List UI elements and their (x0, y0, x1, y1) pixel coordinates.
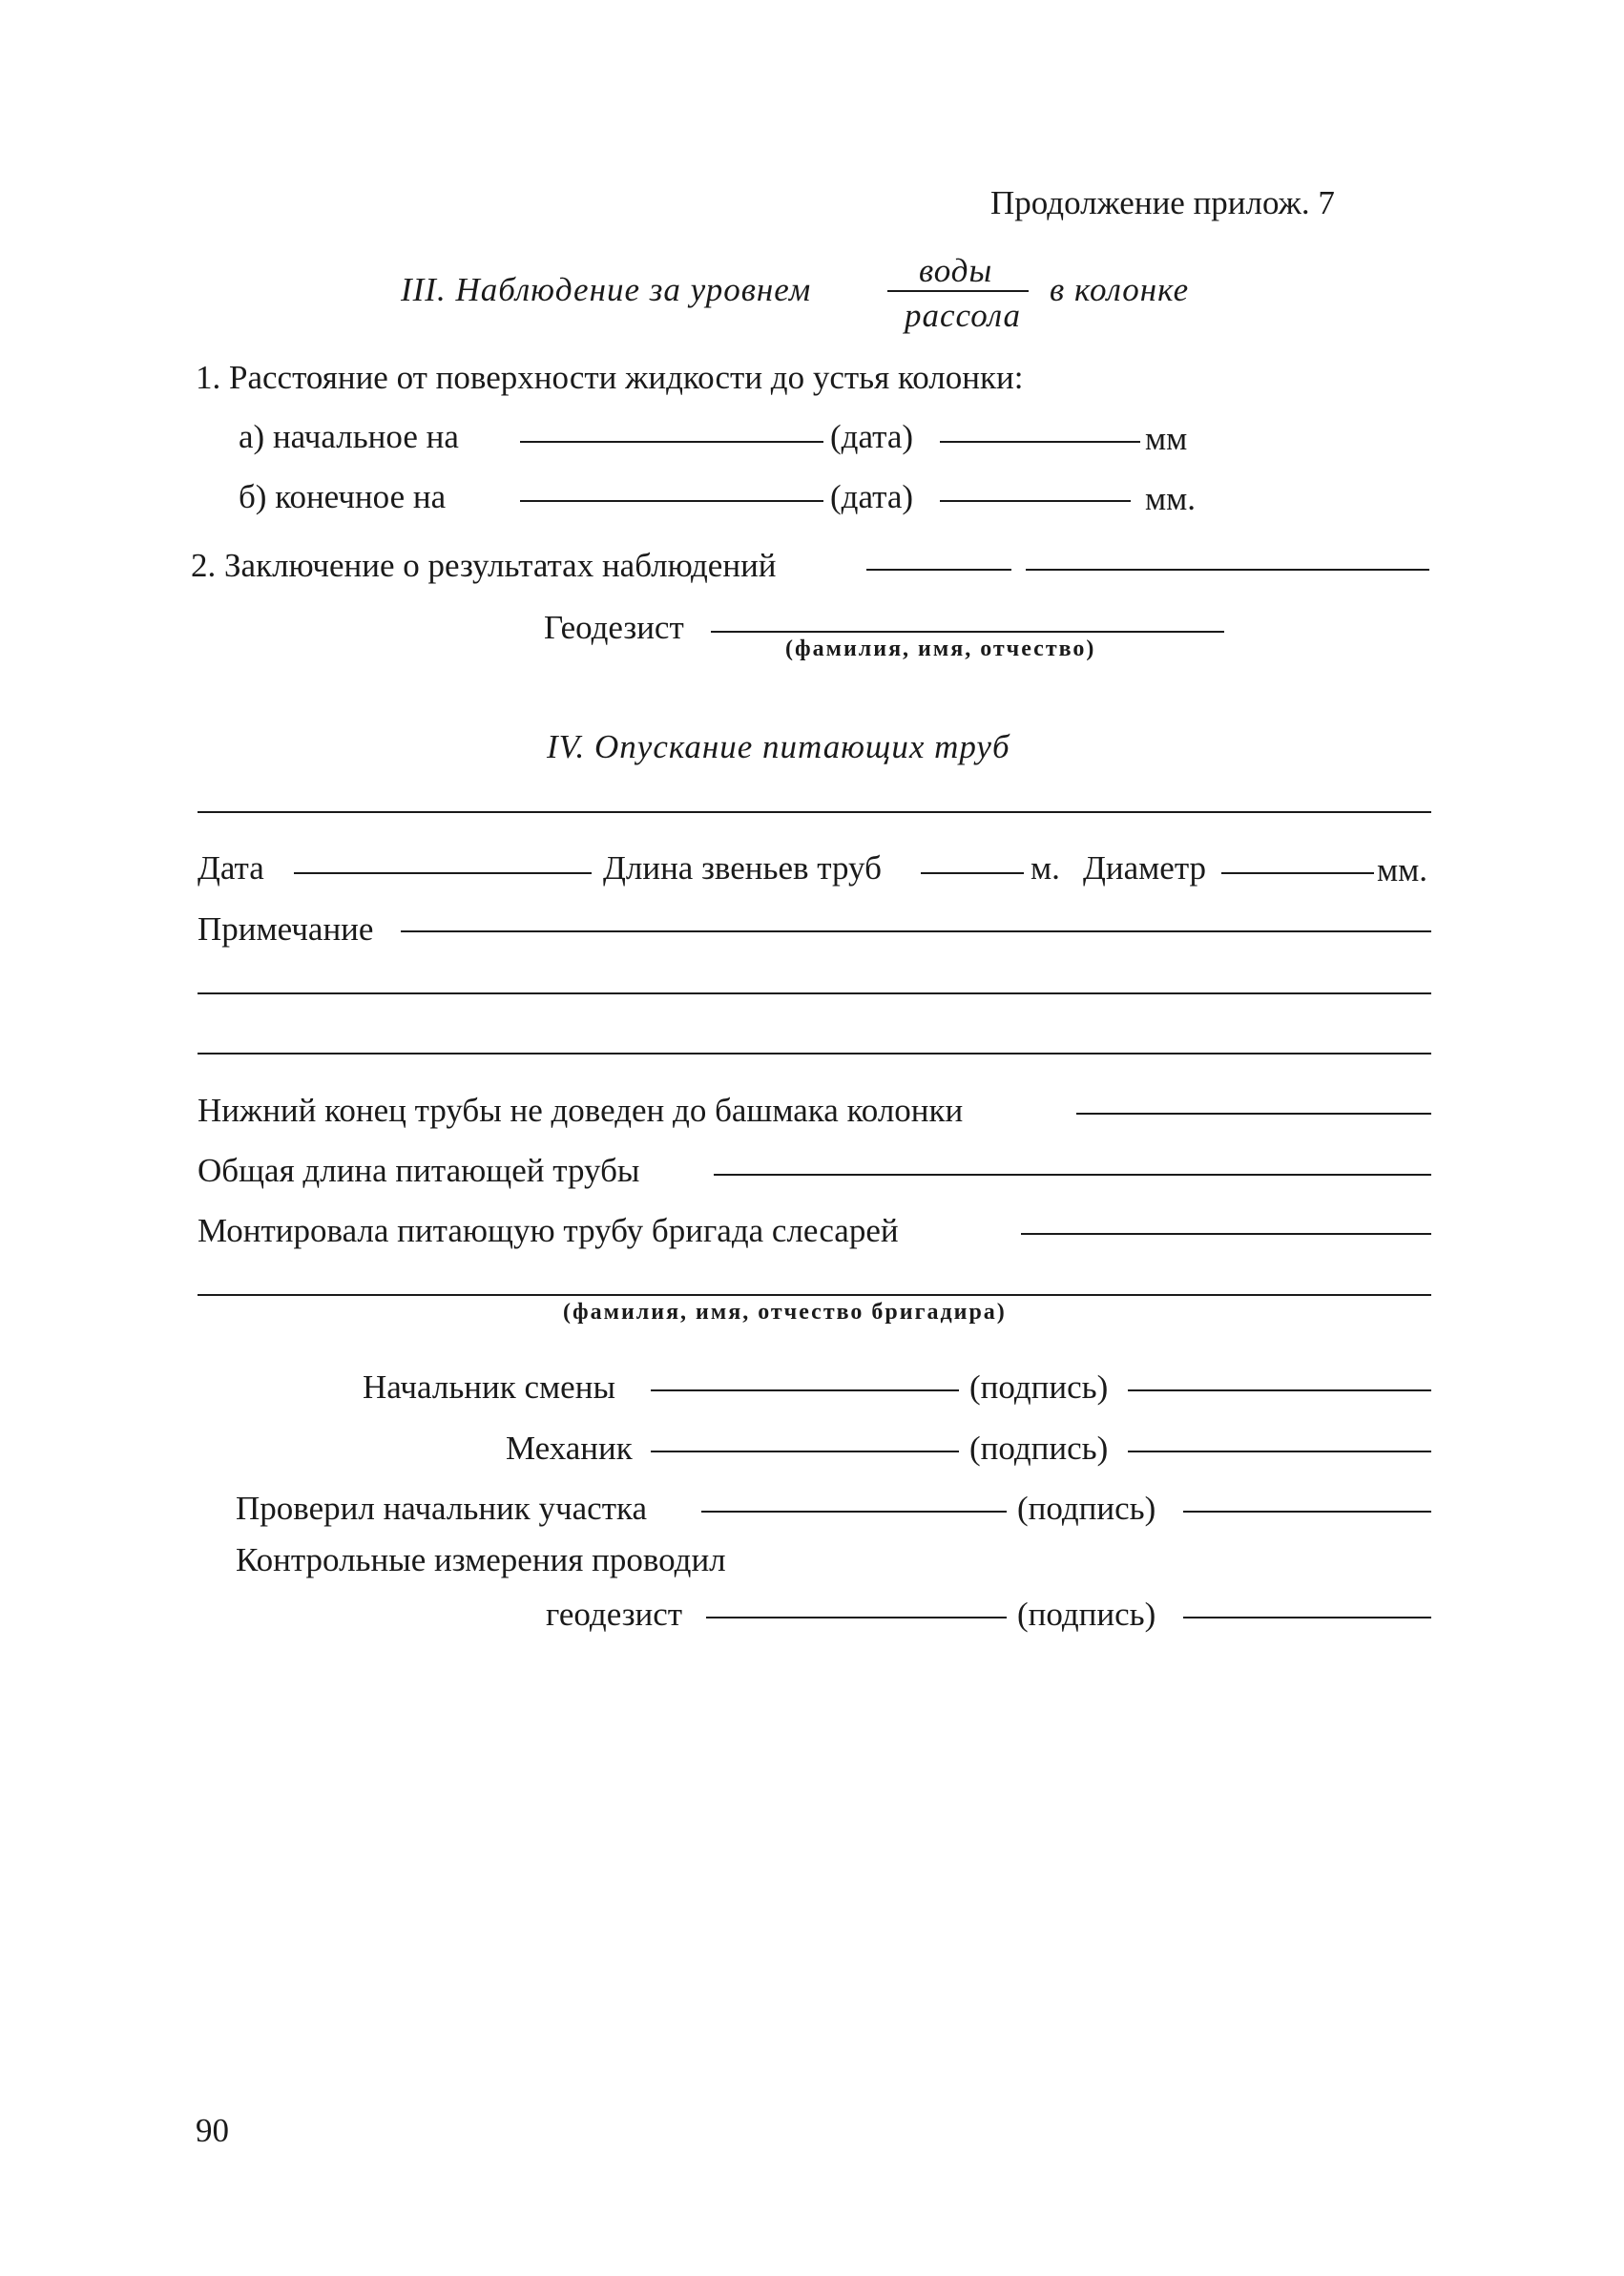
control-geodesist-field[interactable] (706, 1617, 1007, 1618)
shift-chief-signature-field[interactable] (1128, 1389, 1431, 1391)
mechanic-label: Механик (506, 1430, 633, 1467)
note-field-3[interactable] (198, 1053, 1431, 1054)
section3-title-main: III. Наблюдение за уровнем (401, 271, 812, 308)
checked-by-field[interactable] (701, 1511, 1007, 1513)
fraction-denominator: рассола (905, 297, 1022, 334)
total-length-label: Общая длина питающей трубы (198, 1152, 640, 1189)
item2-field-a[interactable] (866, 569, 1011, 571)
link-length-unit: м. (1031, 849, 1060, 887)
checked-by-signature-field[interactable] (1183, 1511, 1431, 1513)
item1a-date-caption: (дата) (830, 418, 914, 455)
diameter-field[interactable] (1221, 872, 1374, 874)
control-signature-field[interactable] (1183, 1617, 1431, 1618)
note-field-2[interactable] (198, 992, 1431, 994)
fraction-bar (887, 290, 1029, 292)
section4-title: IV. Опускание питающих труб (547, 728, 1010, 765)
item1-text: 1. Расстояние от поверхности жидкости до устья колонки: (196, 359, 1024, 396)
control-line1: Контрольные измерения проводил (236, 1541, 726, 1578)
section4-top-rule (198, 811, 1431, 813)
note-label: Примечание (198, 910, 374, 948)
fio-caption: (фамилия, имя, отчество) (785, 637, 1096, 661)
geodesist-field[interactable] (711, 631, 1224, 633)
item1a-value-field[interactable] (940, 441, 1140, 443)
page-number: 90 (196, 2112, 229, 2149)
mechanic-signature-caption: (подпись) (969, 1430, 1109, 1467)
geodesist-label: Геодезист (544, 609, 684, 646)
continuation-note: Продолжение прилож. 7 (990, 184, 1335, 221)
mechanic-field[interactable] (651, 1451, 959, 1452)
item1a-label: а) начальное на (239, 418, 459, 455)
shift-chief-field[interactable] (651, 1389, 959, 1391)
mounted-by-field[interactable] (1021, 1233, 1431, 1235)
control-geodesist-label: геодезист (546, 1596, 683, 1633)
section3-title-end: в колонке (1050, 271, 1190, 308)
checked-by-signature-caption: (подпись) (1017, 1490, 1156, 1527)
item1b-label: б) конечное на (239, 478, 447, 515)
mechanic-signature-field[interactable] (1128, 1451, 1431, 1452)
control-signature-caption: (подпись) (1017, 1596, 1156, 1633)
item2-field-b[interactable] (1026, 569, 1429, 571)
note-field-1[interactable] (401, 930, 1431, 932)
item1b-date-field[interactable] (520, 500, 823, 502)
item2-text: 2. Заключение о результатах наблюдений (191, 547, 777, 584)
diameter-unit: мм. (1377, 851, 1428, 888)
foreman-field[interactable] (198, 1294, 1431, 1296)
shift-chief-signature-caption: (подпись) (969, 1368, 1109, 1406)
link-length-field[interactable] (921, 872, 1024, 874)
shift-chief-label: Начальник смены (363, 1368, 615, 1406)
date-field[interactable] (294, 872, 592, 874)
checked-by-label: Проверил начальник участка (236, 1490, 648, 1527)
item1b-value-field[interactable] (940, 500, 1131, 502)
lower-end-label: Нижний конец трубы не доведен до башмака колонки (198, 1092, 964, 1129)
item1a-date-field[interactable] (520, 441, 823, 443)
diameter-label: Диаметр (1083, 849, 1207, 887)
lower-end-field[interactable] (1076, 1113, 1431, 1115)
item1b-date-caption: (дата) (830, 478, 914, 515)
item1b-unit: мм. (1145, 480, 1197, 517)
total-length-field[interactable] (714, 1174, 1431, 1176)
mounted-by-label: Монтировала питающую трубу бригада слесарей (198, 1212, 899, 1249)
fraction-numerator: воды (919, 252, 993, 289)
link-length-label: Длина звеньев труб (603, 849, 882, 887)
date-label: Дата (198, 849, 264, 887)
foreman-caption: (фамилия, имя, отчество бригадира) (563, 1300, 1007, 1325)
item1a-unit: мм (1145, 420, 1188, 457)
